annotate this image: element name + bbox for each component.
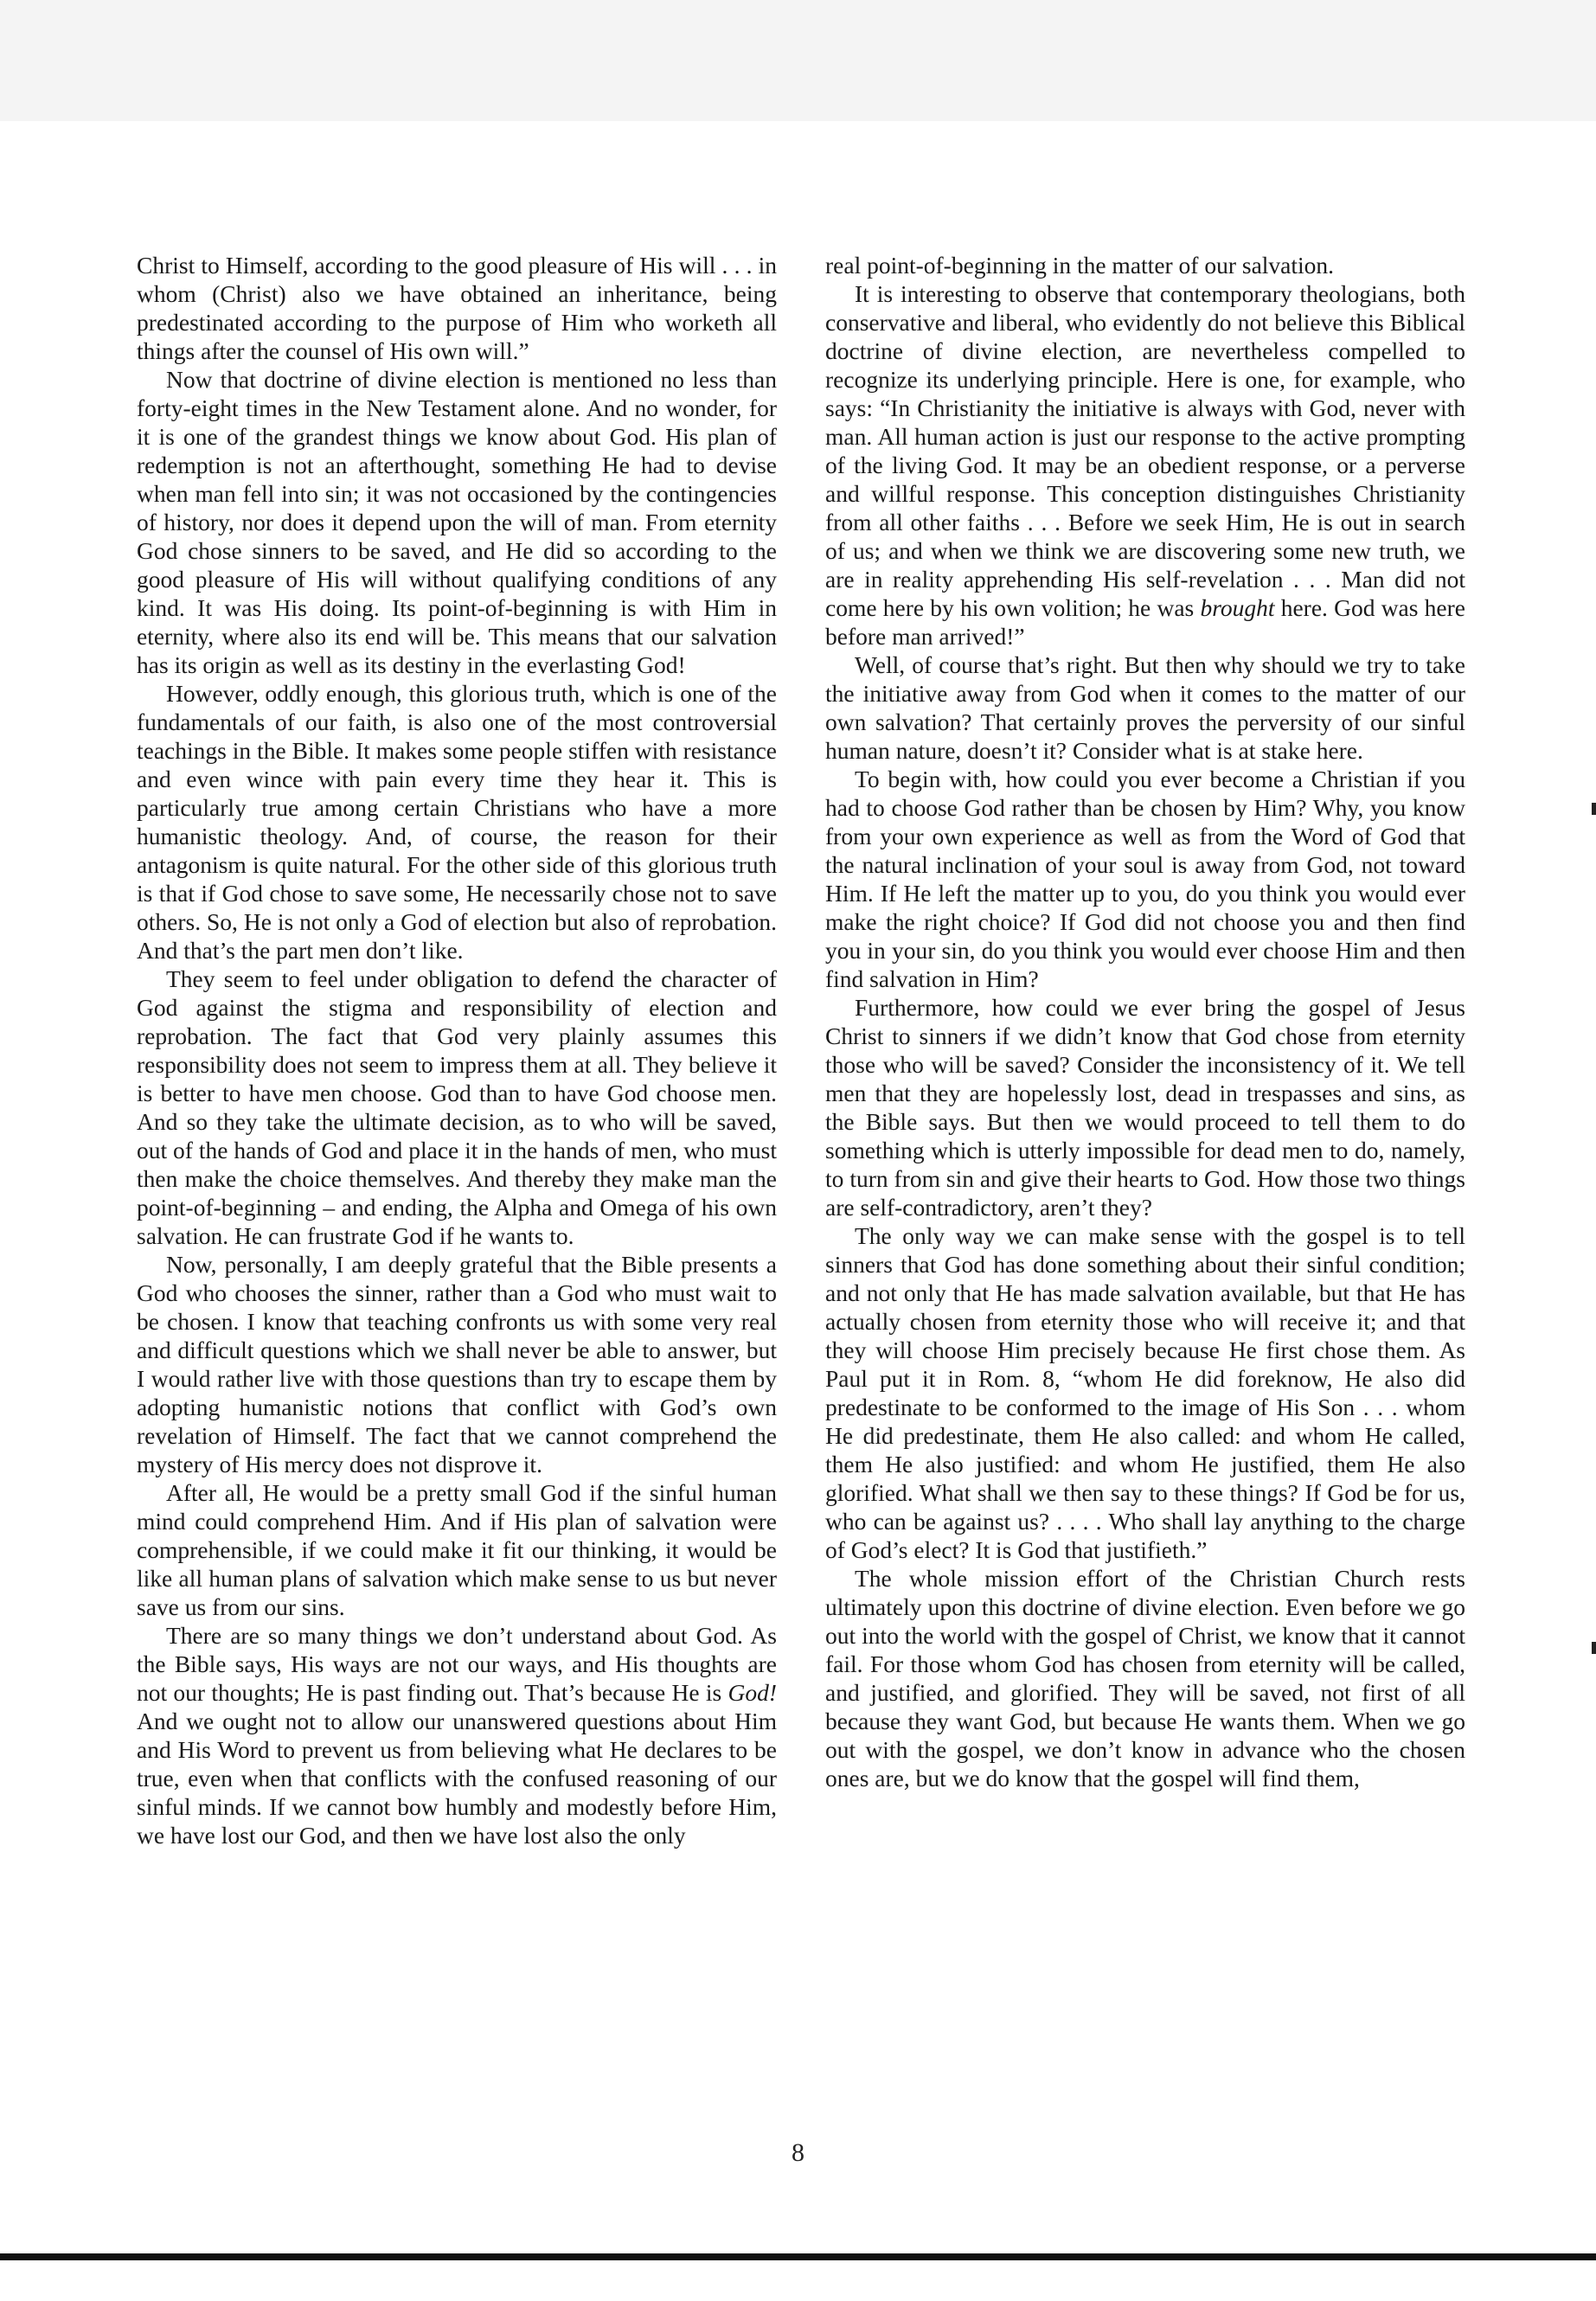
left-paragraph-2: Now that doctrine of divine election is mentioned no less than forty-eight times in the New Testament alone. And no wonder, for it is one of the grandest things we know about God. His plan of redemption is not an afterthought, something He had to devise when man fell into sin; it was not occasioned by the contingencies of history, nor does it depend upon the will of man. From eternity God chose sinners to be saved, and He did so according to the good pleasure of His will without qualifying conditions of any kind. It was His doing. Its point-of-beginning is with Him in eternity, where also its end will be. This means that our salvation has its origin as well as its destiny in the everlasting God! bbox=[137, 366, 777, 678]
right-paragraph-6: The only way we can make sense with the gospel is to tell sinners that God has done something about their sinful condition; and not only that He has made salvation available, but that He has actually chosen from eternity those who will receive it; and that they will choose Him precisely because He first chose them. As Paul put it in Rom. 8, “whom He did foreknow, He also did predestinate to be conformed to the image of His Son . . . whom He did predestinate, them He also called: and whom He called, them He also justified: and whom He justified, them He also glorified. What shall we then say to these things? If God be for us, who can be against us? . . . . Who shall lay anything to the charge of God’s elect? It is God that justifieth.” bbox=[825, 1222, 1465, 1563]
right-paragraph-5: Furthermore, how could we ever bring the gospel of Jesus Christ to sinners if we didn’t know that God chose from eternity those who will be saved? Consider the inconsistency of it. We tell men that they are hopelessly lost, dead in trespasses and sins, as the Bible says. But then we would proceed to tell them to do something which is utterly impossible for dead men to do, namely, to turn from sin and give their hearts to God. How those two things are self-contradictory, aren’t they? bbox=[825, 994, 1465, 1221]
right-paragraph-2-part-a: It is interesting to observe that contemporary theologians, both conservative and liberal, who evidently do not believe this Biblical doctrine of divine election, are nevertheless compelled to recognize its underlying principle. Here is one, for example, who says: “In Christianity the initiative is always with God, never with man. All human action is just our response to the active prompting of the living God. It may be an obedient response, or a perverse and willful response. This conception distinguishes Christianity from all other faiths . . . Before we seek Him, He is out in search of us; and when we think we are discovering some new truth, we are in reality apprehending His self-revelation . . . Man did not come here by his own volition; he was bbox=[825, 280, 1465, 621]
right-paragraph-2 bbox=[825, 279, 1465, 651]
left-column bbox=[137, 251, 777, 1849]
right-paragraph-3: Well, of course that’s right. But then why should we try to take the initiative away from God when it comes to the matter of our own salvation? That certainly proves the perversity of our sinful human nature, doesn’t it? Consider what is at stake here. bbox=[825, 651, 1465, 764]
left-paragraph-1: Christ to Himself, according to the good pleasure of His will . . . in whom (Christ) also we have obtained an inheritance, being predestinated according to the purpose of Him who worketh all things after the counsel of His own will.” bbox=[137, 252, 777, 364]
scan-margin-mark bbox=[1592, 1642, 1596, 1654]
left-paragraph-5: Now, personally, I am deeply grateful that the Bible presents a God who chooses the sinner, rather than a God who must wait to be chosen. I know that teaching confronts us with some very real and difficult questions which we shall never be able to answer, but I would rather live with those questions than try to escape them by adopting humanistic notions that conflict with God’s own revelation of Himself. The fact that we cannot comprehend the mystery of His mercy does not disprove it. bbox=[137, 1251, 777, 1477]
scan-bottom-edge bbox=[0, 2253, 1596, 2260]
page-number: 8 bbox=[792, 2138, 804, 2167]
left-paragraph-4: They seem to feel under obligation to defend the character of God against the stigma and responsibility of election and reprobation. The fact that God very plainly assumes this responsibility does not seem to impress them at all. They believe it is better to have men choose. God than to have God choose men. And so they take the ultimate decision, as to who will be saved, out of the hands of God and place it in the hands of men, who must then make the choice themselves. And thereby they make man the point-of-beginning – and ending, the Alpha and Omega of his own salvation. He can frustrate God if he wants to. bbox=[137, 965, 777, 1249]
left-paragraph-3: However, oddly enough, this glorious truth, which is one of the fundamentals of our faith, is also one of the most controversial teachings in the Bible. It makes some people stiffen with resistance and even wince with pain every time they hear it. This is particularly true among certain Christians who have a more humanistic theology. And, of course, the reason for their antagonism is quite natural. For the other side of this glorious truth is that if God chose to save some, He necessarily chose not to save others. So, He is not only a God of election but also of reprobation. And that’s the part men don’t like. bbox=[137, 680, 777, 964]
right-column bbox=[825, 251, 1465, 1792]
right-paragraph-2-emphasis: brought bbox=[1200, 594, 1275, 621]
right-paragraph-2-part-b: here. God was here before man arrived!” bbox=[825, 594, 1465, 650]
left-paragraph-6: After all, He would be a pretty small God if the sinful human mind could comprehend Him. And if His plan of salvation were comprehensible, if we could make it fit our thinking, it would be like all human plans of salvation which make sense to us but never save us from our sins. bbox=[137, 1479, 777, 1620]
right-paragraph-7: The whole mission effort of the Christian Church rests ultimately upon this doctrine of divine election. Even before we go out into the world with the gospel of Christ, we know that it cannot fail. For those whom God has chosen from eternity will be called, and justified, and glorified. They will be saved, not first of all because they want God, but because He wants them. When we go out with the gospel, we don’t know in advance who the chosen ones are, but we do know that the gospel will find them, bbox=[825, 1565, 1465, 1791]
scan-margin-mark bbox=[1592, 803, 1596, 815]
scan-top-margin bbox=[0, 0, 1596, 121]
left-paragraph-7-emphasis: God! bbox=[727, 1679, 777, 1706]
right-paragraph-4: To begin with, how could you ever become a Christian if you had to choose God rather than be chosen by Him? Why, you know from your own experience as well as from the Word of God that the natural inclination of your soul is away from God, not toward Him. If He left the matter up to you, do you think you would ever make the right choice? If God did not choose you and then find you in your sin, do you think you would ever choose Him and then find salvation in Him? bbox=[825, 766, 1465, 992]
left-paragraph-7-part-b: And we ought not to allow our unanswered questions about Him and His Word to prevent us from believing what He declares to be true, even when that conflicts with the confused reasoning of our sinful minds. If we cannot bow humbly and modestly before Him, we have lost our God, and then we have lost also the only bbox=[137, 1708, 777, 1849]
left-paragraph-7 bbox=[137, 1621, 777, 1849]
right-paragraph-1: real point-of-beginning in the matter of our salvation. bbox=[825, 252, 1335, 279]
left-paragraph-7-part-a: There are so many things we don’t understand about God. As the Bible says, His ways are not our ways, and His thoughts are not our thoughts; He is past finding out. That’s because He is bbox=[137, 1622, 777, 1706]
